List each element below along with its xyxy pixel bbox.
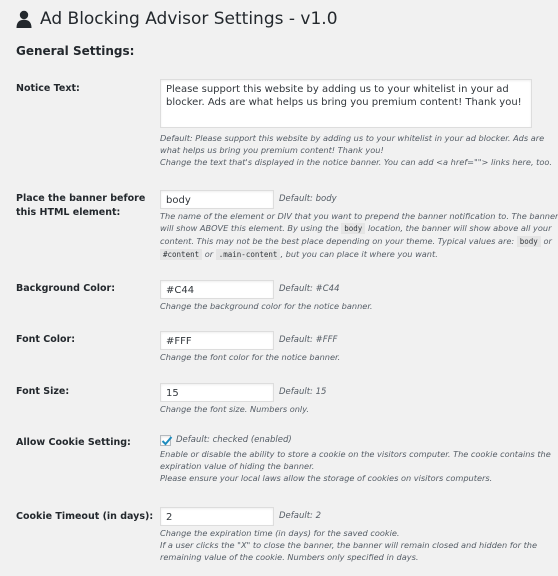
notice-text-description	[160, 132, 552, 168]
code-body: body	[517, 236, 541, 247]
font-size-label: Font Size:	[16, 386, 70, 397]
code-body: body	[341, 223, 365, 234]
cookie-timeout-default: Default: 2	[279, 511, 322, 521]
font-size-default: Default: 15	[279, 387, 327, 397]
font-color-default: Default: #FFF	[279, 335, 338, 345]
banner-element-input[interactable]: body	[160, 190, 274, 209]
description-line: expiration value of hiding the banner.	[160, 461, 315, 471]
font-color-label: Font Color:	[16, 334, 76, 345]
description-text: content. This may not be the best place depending on your theme. Typical values are:	[160, 236, 515, 246]
cookie-setting-check-label: Default: checked (enabled)	[176, 435, 292, 445]
section-title: General Settings:	[16, 44, 135, 58]
cookie-setting-checkbox[interactable]	[160, 435, 171, 446]
description-line: what helps us bring you premium content! Thank you!	[160, 145, 384, 155]
cookie-timeout-input[interactable]: 2	[160, 507, 274, 526]
font-size-description: Change the font size. Numbers only.	[160, 404, 310, 414]
description-text: or	[204, 249, 214, 259]
banner-element-description	[160, 210, 558, 261]
cookie-timeout-description	[160, 527, 536, 563]
background-color-description: Change the background color for the notice banner.	[160, 301, 373, 311]
background-color-input[interactable]: #C44	[160, 280, 274, 299]
code-content: #content	[160, 249, 202, 260]
banner-element-default: Default: body	[279, 194, 337, 204]
background-color-default: Default: #C44	[279, 284, 340, 294]
description-line	[160, 222, 552, 235]
user-icon	[16, 10, 32, 28]
page-title	[16, 9, 338, 29]
description-line	[160, 235, 552, 248]
description-line	[160, 248, 536, 261]
checkmark-icon	[160, 434, 174, 448]
description-text: or	[543, 236, 552, 246]
background-color-label: Background Color:	[16, 283, 116, 294]
description-line: The name of the element or DIV that you want to prepend the banner notification to. The banner	[160, 211, 558, 221]
font-size-input[interactable]: 15	[160, 383, 274, 402]
font-color-description: Change the font color for the notice banner.	[160, 352, 341, 362]
description-line: Change the expiration time (in days) for the saved cookie.	[160, 528, 400, 538]
description-text: location, the banner will show above all your	[367, 223, 552, 233]
cookie-timeout-label: Cookie Timeout (in days):	[16, 511, 154, 522]
description-line: Change the text that's displayed in the notice banner. You can add <a href=""> links here, too.	[160, 157, 552, 167]
description-text: will show ABOVE this element. By using the	[160, 223, 339, 233]
description-line: Default: Please support this website by adding us to your whitelist in your ad blocker. Ads are	[160, 133, 545, 143]
description-line: remaining value of the cookie. Numbers only specified in days.	[160, 552, 419, 562]
description-text: , but you can place it where you want.	[280, 249, 438, 259]
description-line: Please ensure your local laws allow the storage of cookies on visitors computers.	[160, 473, 493, 483]
notice-text-label: Notice Text:	[16, 83, 80, 94]
notice-text-textarea[interactable]: Please support this website by adding us to your whitelist in your ad blocker. Ads are what helps us bring you premium content! Thank you!	[160, 79, 532, 128]
code-main-content: .main-content	[216, 249, 281, 260]
cookie-setting-description	[160, 448, 551, 484]
page-title-text: Ad Blocking Advisor Settings - v1.0	[40, 9, 338, 29]
description-line: If a user clicks the "X" to close the banner, the banner will remain closed and hidden for the	[160, 540, 538, 550]
font-color-input[interactable]: #FFF	[160, 331, 274, 350]
banner-element-label: Place the banner before this HTML element:	[16, 193, 146, 218]
cookie-setting-label: Allow Cookie Setting:	[16, 437, 131, 448]
description-line: Enable or disable the ability to store a cookie on the visitors computer. The cookie contains the	[160, 449, 551, 459]
